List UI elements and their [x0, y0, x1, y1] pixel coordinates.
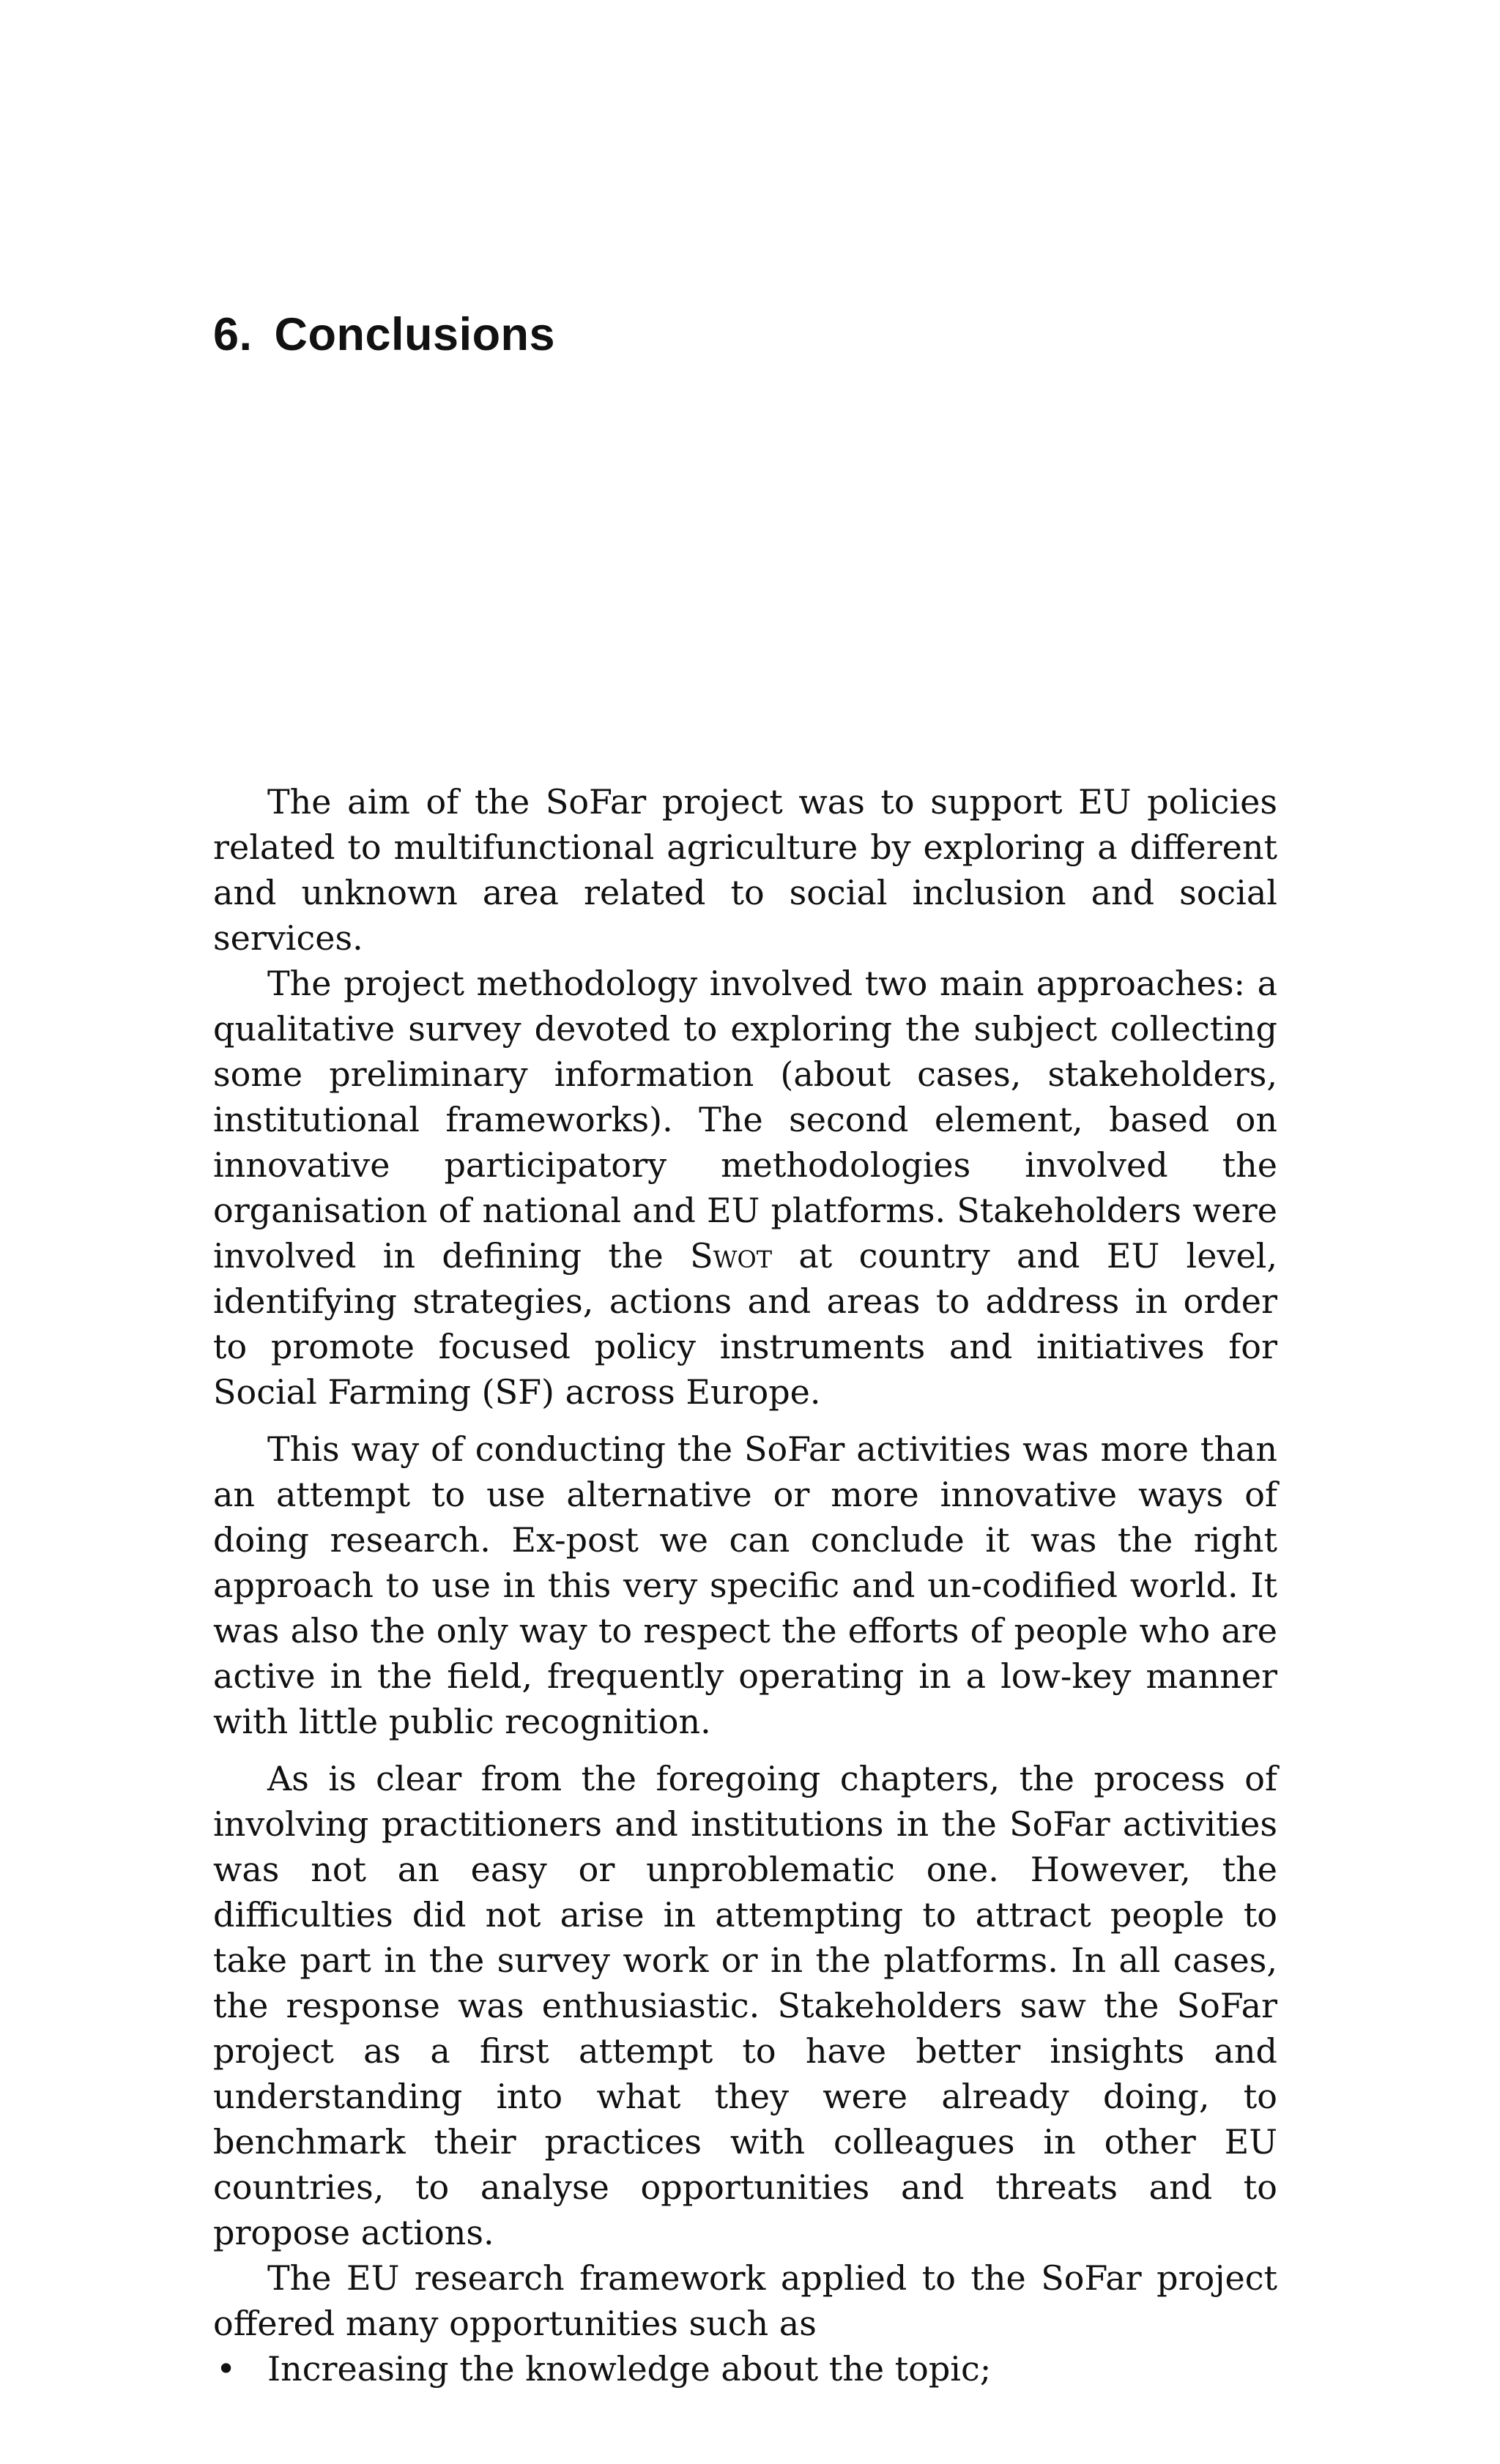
list-item [213, 2346, 1277, 2392]
paragraph-1: The aim of the SoFar project was to support EU policies related to multifunctional agriculture by exploring a different and unknown area related to social inclusion and social services. [213, 782, 1277, 958]
chapter-title [213, 308, 555, 363]
chapter-title-text: Conclusions [274, 309, 556, 360]
paragraph-5: The EU research framework applied to the SoFar project offered many opportunities such as [213, 2258, 1277, 2343]
paragraph-4: As is clear from the foregoing chapters, the process of involving practitioners and institutions in the SoFar activities was not an easy or unproblematic one. However, the difficulties did not arise in attempting to attract people to take part in the survey work or in the platforms. In all cases, the response was enthusiastic. Stakeholders saw the SoFar project as a first attempt to have better insights and understanding into what they were already doing, to benchmark their practices with colleagues in other EU countries, to analyse opportunities and threats and to propose actions. [213, 1759, 1277, 2252]
body-text [213, 779, 1277, 2392]
paragraph-2 [213, 961, 1277, 1415]
paragraph-2-end: at country and EU level, identifying strategies, actions and areas to address in order to promote focused policy instruments and initiatives for Social Farming (SF) across Europe. [213, 1236, 1277, 1412]
chapter-number: 6. [213, 309, 253, 360]
paragraph-2-start: The project methodology involved two main approaches: a qualitative survey devoted to exploring the subject collecting some preliminary information (about cases, stakeholders, institutional frameworks). The second element, based on innovative participatory methodologies involved the organisation of national and EU platforms. Stakeholders were involved in defining the [213, 964, 1277, 1276]
paragraph-3: This way of conducting the SoFar activities was more than an attempt to use alternative or more innovative ways of doing research. Ex-post we can conclude it was the right approach to use in this very specific and un-codified world. It was also the only way to respect the efforts of people who are active in the field, frequently operating in a low-key manner with little public recognition. [213, 1429, 1277, 1741]
swot-term: Swot [690, 1236, 773, 1276]
list-item-text: Increasing the knowledge about the topic; [267, 2349, 992, 2389]
bullet-marker: • [216, 2349, 237, 2389]
bullet-list [213, 2346, 1277, 2392]
